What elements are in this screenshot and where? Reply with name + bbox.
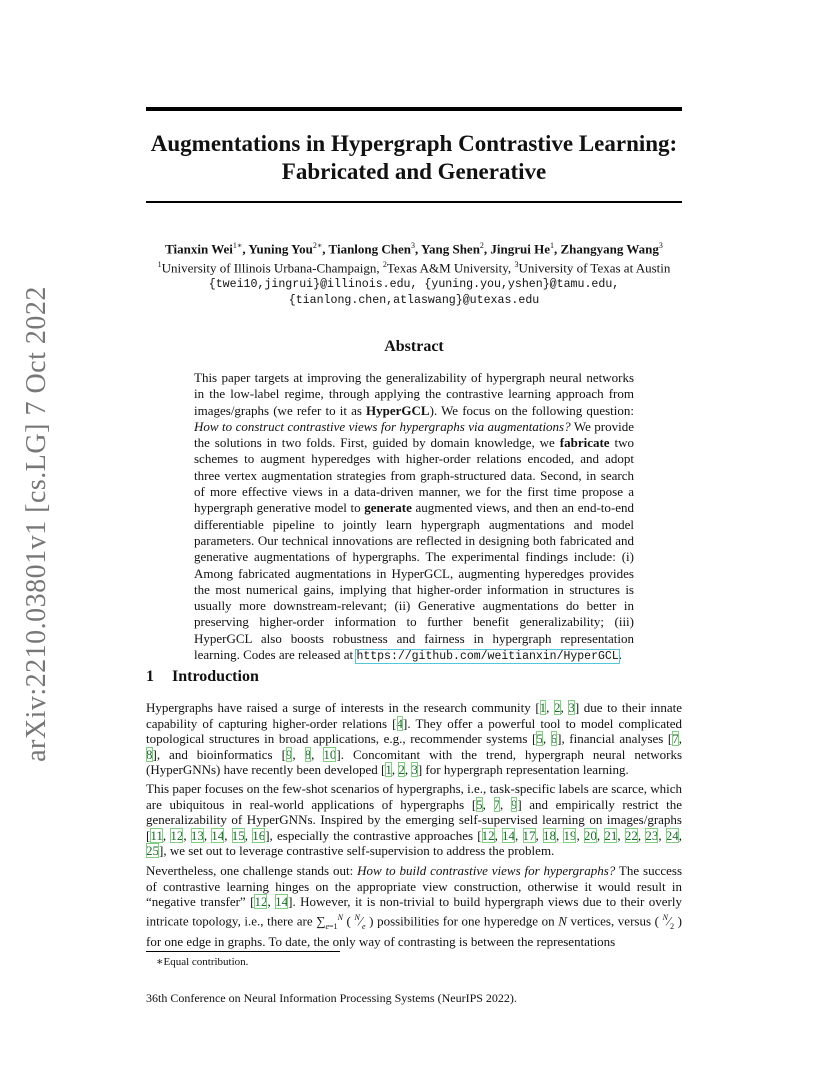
paper-title: Augmentations in Hypergraph Contrastive Learning: Fabricated and Generative [150, 131, 678, 184]
code-link[interactable]: https://github.com/weitianxin/HyperGCL [356, 650, 619, 664]
footnote: ∗Equal contribution. [156, 956, 249, 968]
affiliations: $^1$University of Illinois Urbana-Champaign, $^2$Texas A&M University, $^3$University of Texas at Austin [157, 260, 671, 276]
arxiv-sidebar [20, 286, 54, 762]
email-line-1: {twei10,jingrui}@illinois.edu, {yuning.you,yshen}@tamu.edu, [208, 277, 620, 291]
author-block [146, 238, 682, 309]
intro-paragraph-2: This paper focuses on the few-shot scenarios of hypergraphs, i.e., task-specific labels are scarce, which are ubiquitous in real-world applications of hypergraphs [5, 7, 9] and empirically restrict the generalizability of HyperGNNs. Inspired by the emerging self-supervised learning on images/graphs [11, 12, 13, 14, 15, 16], especially the contrastive approaches [12, 14, 17, 18, 19, 20, 21, 22, 23, 24, 25], we set out to leverage contrastive self-supervision to address the problem. [146, 781, 683, 858]
email-line-2: {tianlong.chen,atlaswang}@utexas.edu [288, 293, 540, 307]
top-thick-rule [146, 107, 682, 111]
footnote-rule [146, 951, 340, 952]
venue-line: 36th Conference on Neural Information Processing Systems (NeurIPS 2022). [146, 991, 517, 1005]
intro-paragraph-3: Nevertheless, one challenge stands out: How to build contrastive views for hypergraphs? The success of contrastive learning hinges on the appropriate view construction, otherwise it would result in “negative transfer” [12, 14]. However, it is non-trivial to build hypergraph views due to their overly intricate topology, i.e., there are $\sum_{e=1}^N$ ( $^N⁄_e$ ) possibilities for one hyperedge on N vertices, versus ( $^N⁄_2$ ) for one edge in graphs. To date, the only way of contrasting is between the representations [146, 863, 683, 949]
section-heading-introduction: 1 Introduction [146, 668, 259, 685]
author-names: Tianxin Wei$^{1∗}$, Yuning You$^{2∗}$, Tianlong Chen$^3$, Yang Shen$^2$, Jingrui He$^1$, Zhangyang Wang$^3$ [165, 241, 663, 257]
intro-paragraph-1: Hypergraphs have raised a surge of interests in the research community [1, 2, 3] due to their innate capability of capturing higher-order relations [4]. They offer a powerful tool to model complicated topological structures in broad applications, e.g., recommender systems [5, 6], financial analyses [7, 8], and bioinformatics [9, 8, 10]. Concomitant with the trend, hypergraph neural networks (HyperGNNs) have recently been developed [1, 2, 3] for hypergraph representation learning. [146, 700, 683, 777]
arxiv-id: arXiv:2210.03801v1 [cs.LG] 7 Oct 2022 [21, 286, 52, 762]
title-bottom-rule [146, 201, 682, 203]
abstract-heading: Abstract [384, 338, 444, 355]
abstract-body: This paper targets at improving the generalizability of hypergraph neural networks in the low-label regime, through applying the contrastive learning approach from images/graphs (we refer to it as HyperGCL). We focus on the following question: How to construct contrastive views for hypergraphs via augmentations? We provide the solutions in two folds. First, guided by domain knowledge, we fabricate two schemes to augment hyperedges with higher-order relations encoded, and adopt three vertex augmentation strategies from graph-structured data. Second, in search of more effective views in a data-driven manner, we for the first time propose a hypergraph generative model to generate augmented views, and then an end-to-end differentiable pipeline to jointly learn hypergraph augmentations and model parameters. Our technical innovations are reflected in designing both fabricated and generative augmentations of hypergraphs. The experimental findings include: (i) Among fabricated augmentations in HyperGCL, augmenting hyperedges provides the most numerical gains, implying that higher-order information in structures is usually more downstream-relevant; (ii) Generative augmentations do better in preserving higher-order information to further benefit generalizability; (iii) HyperGCL also boosts robustness and fairness in hypergraph representation learning. Codes are released at https://github.com/weitianxin/HyperGCL. [194, 370, 634, 664]
